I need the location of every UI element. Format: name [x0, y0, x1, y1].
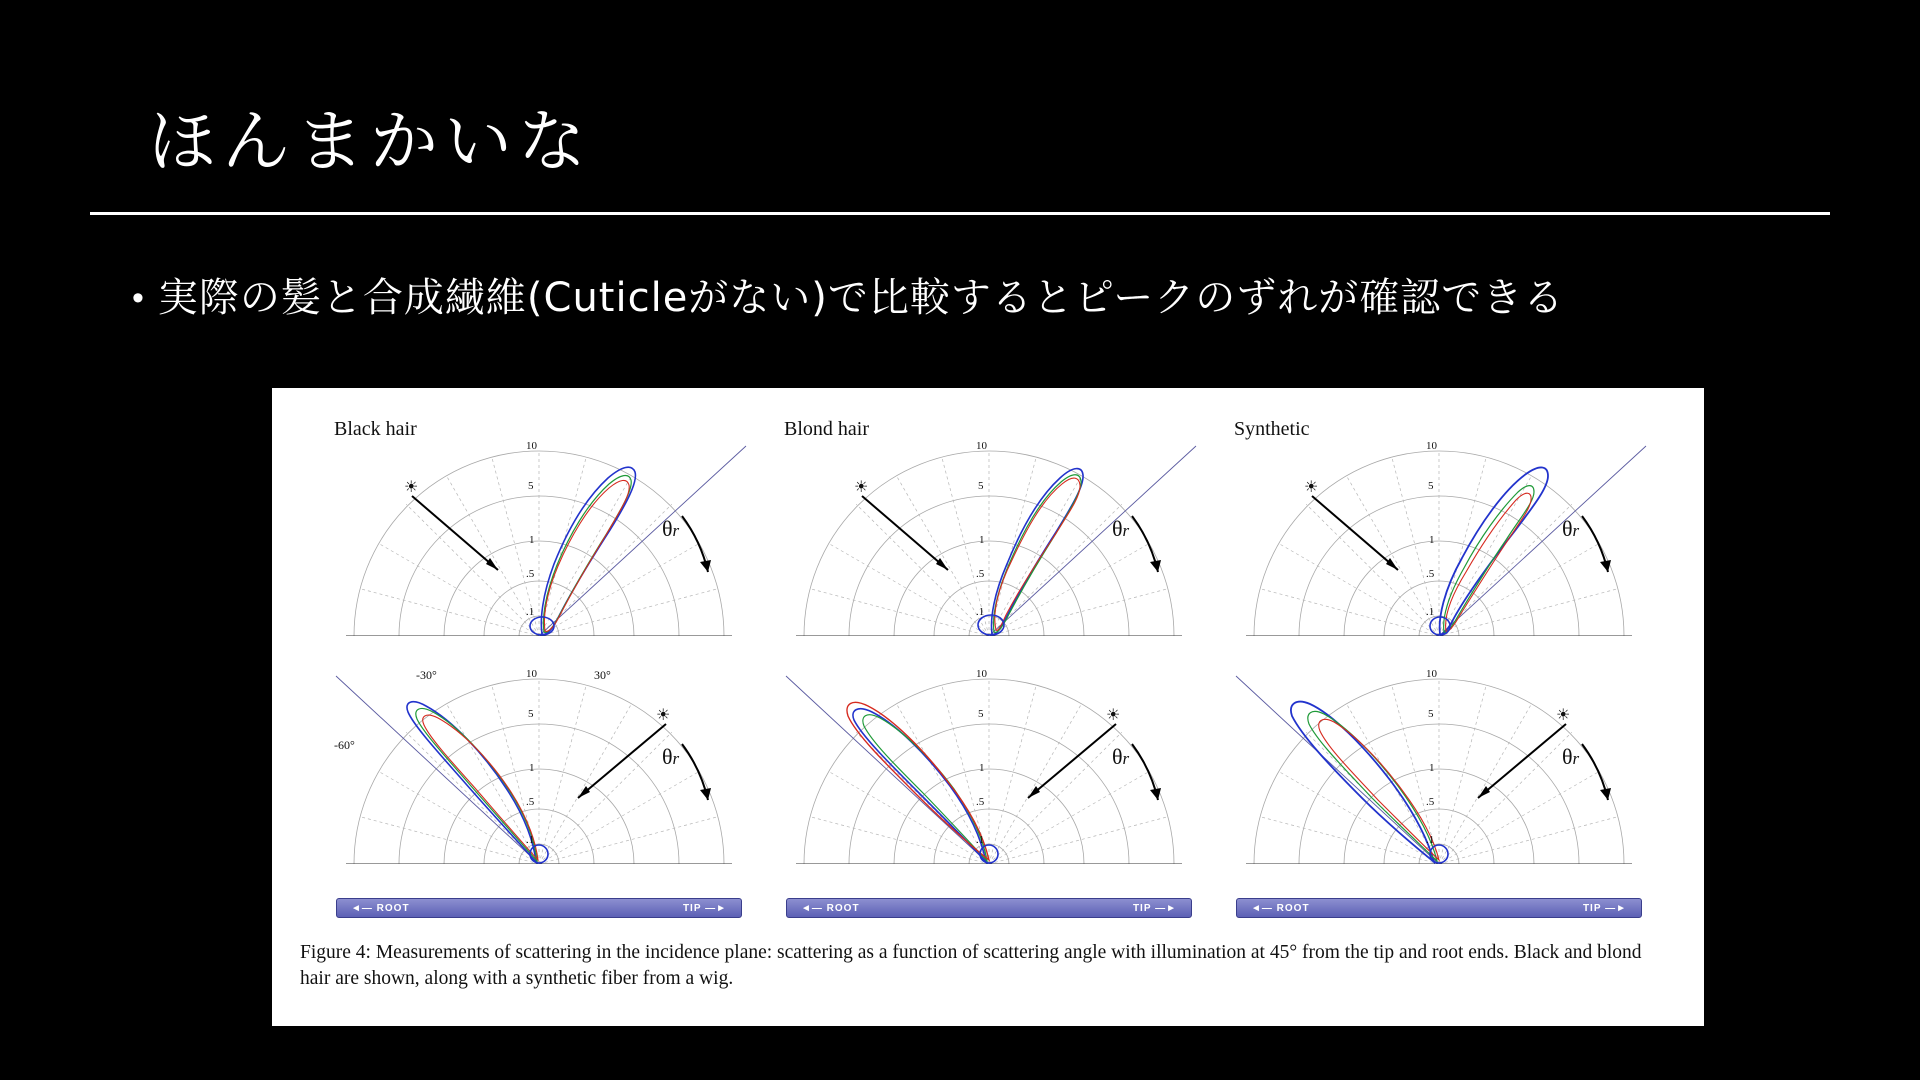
- theta-r-label: θr: [1562, 516, 1580, 541]
- radial-tick-1: 1: [529, 534, 535, 546]
- radial-tick-point1: .1: [976, 606, 985, 618]
- bullet-marker: •: [132, 279, 144, 317]
- angle-tick-minus60: -60°: [334, 738, 355, 752]
- page-title: ほんまかいな: [148, 103, 593, 182]
- light-source-icon: ☀: [404, 479, 419, 496]
- title-divider: [90, 212, 1830, 215]
- tip-label: TIP —►: [1132, 902, 1177, 914]
- root-label: ◄— ROOT: [1251, 902, 1310, 914]
- radial-tick-point5: .5: [976, 568, 985, 580]
- figure-column-synthetic: [1226, 414, 1652, 914]
- polar-plot-blond-top: [776, 438, 1202, 660]
- radial-tick-10: 10: [526, 440, 537, 452]
- radial-tick-5: 5: [1428, 480, 1434, 492]
- radial-tick-point1: .1: [1426, 834, 1435, 846]
- polar-plot-synthetic-bottom: [1226, 666, 1652, 888]
- radial-tick-5: 5: [978, 480, 984, 492]
- polar-plot-black-top: [326, 438, 752, 660]
- bullet-text: 実際の髪と合成繊維(Cuticleがない)で比較するとピークのずれが確認できる: [157, 275, 1565, 321]
- figure-column-blond-hair: [776, 414, 1202, 914]
- light-source-icon: ☀: [1556, 707, 1571, 724]
- panel-grid: [300, 414, 1676, 914]
- theta-r-label: θr: [1112, 744, 1130, 769]
- angle-tick-30: 30°: [594, 668, 611, 682]
- radial-tick-1: 1: [979, 762, 985, 774]
- radial-tick-5: 5: [528, 480, 534, 492]
- column-label-synthetic: Synthetic: [1234, 418, 1310, 440]
- radial-tick-5: 5: [528, 708, 534, 720]
- radial-tick-10: 10: [526, 668, 537, 680]
- light-source-icon: ☀: [1106, 707, 1121, 724]
- radial-tick-point1: .1: [976, 834, 985, 846]
- radial-tick-point5: .5: [1426, 796, 1435, 808]
- polar-plot-blond-bottom: [776, 666, 1202, 888]
- root-tip-axis-bar: [786, 898, 1192, 918]
- figure-caption: Figure 4: Measurements of scattering in the incidence plane: scattering as a function of scattering angle with illumination at 45° from the tip and root ends. Black and blond hair are shown, along with a synthetic fiber from a wig.: [300, 942, 1642, 989]
- light-source-icon: ☀: [656, 707, 671, 724]
- light-source-icon: ☀: [854, 479, 869, 496]
- root-tip-axis-bar: [336, 898, 742, 918]
- radial-tick-10: 10: [1426, 440, 1437, 452]
- radial-tick-5: 5: [1428, 708, 1434, 720]
- figure-column-black-hair: [326, 414, 752, 914]
- radial-tick-10: 10: [976, 668, 987, 680]
- root-tip-axis-bar: [1236, 898, 1642, 918]
- bullet-item: [132, 272, 1812, 324]
- radial-tick-1: 1: [529, 762, 535, 774]
- radial-tick-10: 10: [1426, 668, 1437, 680]
- radial-tick-point5: .5: [526, 796, 535, 808]
- radial-tick-point5: .5: [976, 796, 985, 808]
- figure-image: [272, 388, 1704, 1026]
- tip-label: TIP —►: [1582, 902, 1627, 914]
- radial-tick-5: 5: [978, 708, 984, 720]
- radial-tick-point5: .5: [526, 568, 535, 580]
- column-label-black-hair: Black hair: [334, 418, 417, 440]
- radial-tick-point1: .1: [1426, 606, 1435, 618]
- theta-r-label: θr: [1112, 516, 1130, 541]
- figure-plot-area: [300, 414, 1676, 934]
- root-label: ◄— ROOT: [801, 902, 860, 914]
- theta-r-label: θr: [1562, 744, 1580, 769]
- polar-plot-synthetic-top: [1226, 438, 1652, 660]
- tip-label: TIP —►: [682, 902, 727, 914]
- radial-tick-1: 1: [1429, 762, 1435, 774]
- root-label: ◄— ROOT: [351, 902, 410, 914]
- theta-r-label: θr: [662, 516, 680, 541]
- angle-tick-minus30: -30°: [416, 668, 437, 682]
- polar-plot-black-bottom: [326, 666, 752, 888]
- theta-r-label: θr: [662, 744, 680, 769]
- radial-tick-1: 1: [1429, 534, 1435, 546]
- column-label-blond-hair: Blond hair: [784, 418, 869, 440]
- light-source-icon: ☀: [1304, 479, 1319, 496]
- radial-tick-point5: .5: [1426, 568, 1435, 580]
- radial-tick-point1: .1: [526, 834, 535, 846]
- radial-tick-1: 1: [979, 534, 985, 546]
- radial-tick-10: 10: [976, 440, 987, 452]
- radial-tick-point1: .1: [526, 606, 535, 618]
